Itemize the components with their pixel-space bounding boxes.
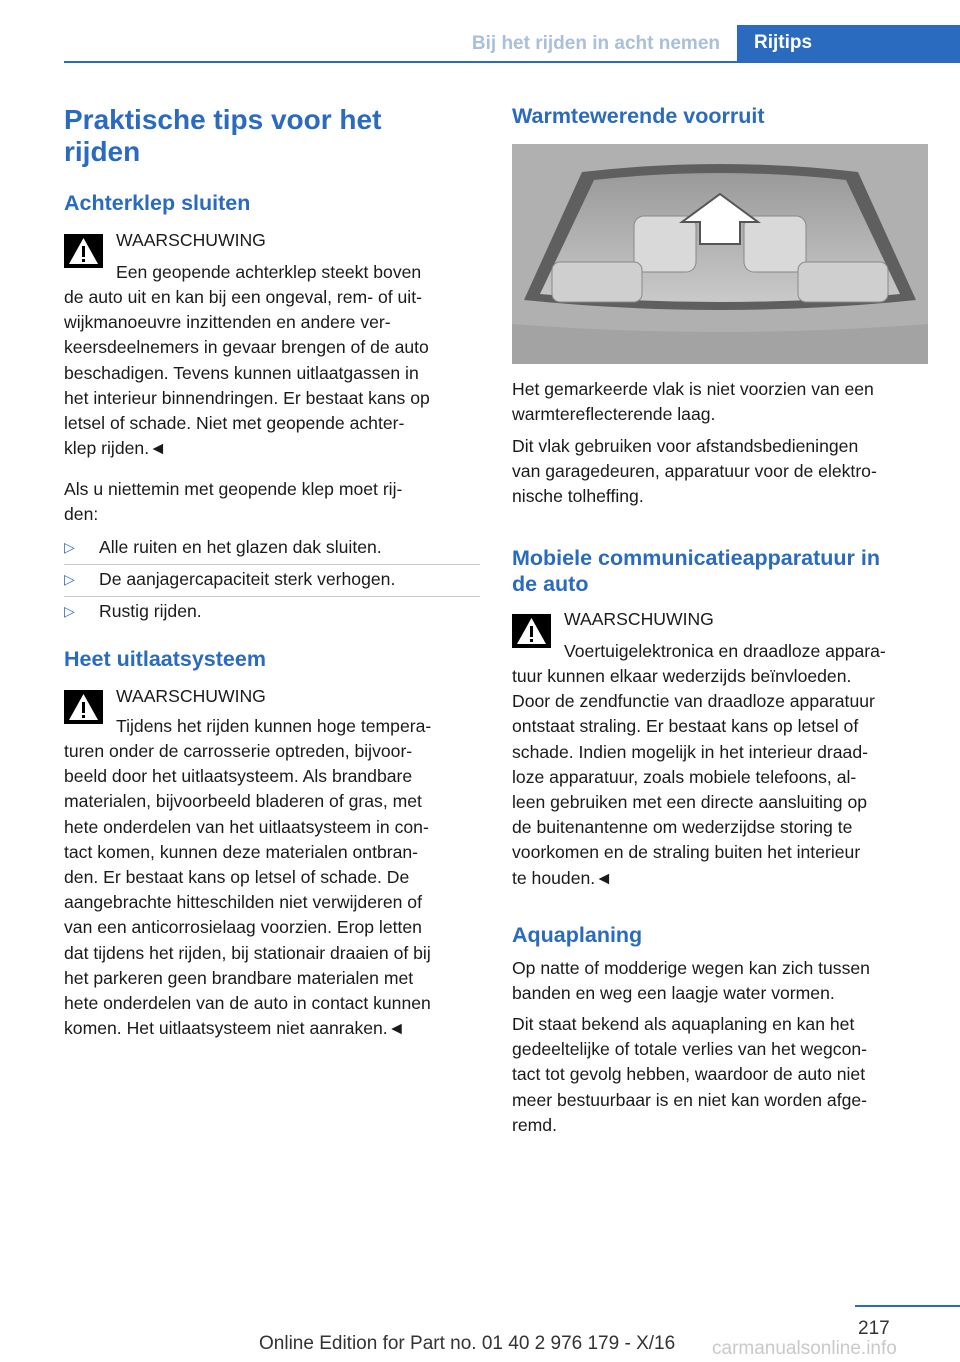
page-number: 217 <box>858 1318 890 1339</box>
warning-text-line: ontstaat straling. Er bestaat kans op letsel of <box>512 716 859 737</box>
warning-text-line: keersdeelnemers in gevaar brengen of de auto <box>64 337 429 358</box>
header-section-title: Bij het rijden in acht nemen <box>471 33 720 54</box>
paragraph-line: tact tot gevolg hebben, waardoor de auto niet <box>512 1064 866 1085</box>
warning-triangle-icon <box>512 614 551 648</box>
warning-text-line: turen onder de carrosserie optreden, bijvoor- <box>64 741 413 761</box>
bullet-triangle-icon: ▷ <box>64 539 75 555</box>
heading-achterklep: Achterklep sluiten <box>64 191 251 215</box>
header-chapter-label: Rijtips <box>754 32 813 53</box>
paragraph-line: Het gemarkeerde vlak is niet voorzien van een <box>512 379 874 399</box>
warning-text-line: Tijdens het rijden kunnen hoge tempera- <box>116 716 432 736</box>
list-item-text: De aanjagercapaciteit sterk verhogen. <box>99 569 396 589</box>
paragraph-line: gedeeltelijke of totale verlies van het wegcon- <box>512 1039 868 1060</box>
paragraph-line: nische tolheffing. <box>512 486 644 507</box>
warning-text-line: Een geopende achterklep steekt boven <box>116 262 422 282</box>
heading-line: Mobiele communicatieapparatuur in <box>512 546 880 570</box>
paragraph-line: Als u niettemin met geopende klep moet rij- <box>64 479 403 499</box>
warmte-paragraph-1 <box>512 377 928 427</box>
warning-text-line: beschadigen. Tevens kunnen uitlaatgassen in <box>64 362 419 383</box>
footer-rule <box>855 1305 960 1307</box>
paragraph-line: Dit staat bekend als aquaplaning en kan het <box>512 1014 855 1034</box>
warning-text-line: de auto uit en kan bij een ongeval, rem- of uit- <box>64 287 422 307</box>
warning-body <box>64 739 480 1041</box>
warning-body <box>512 664 928 891</box>
edition-footer: Online Edition for Part no. 01 40 2 976 179 - X/16 <box>259 1333 676 1354</box>
paragraph-line: warmtereflecterende laag. <box>512 404 716 425</box>
list-item-text: Rustig rijden. <box>99 601 202 621</box>
warning-text-line: leen gebruiken met een directe aansluiting op <box>512 792 868 813</box>
warning-text-line: den. Er bestaat kans op letsel of schade. De <box>64 867 410 888</box>
paragraph-line: banden en weg een laagje water vormen. <box>512 983 835 1004</box>
warning-label: WAARSCHUWING <box>564 609 714 629</box>
paragraph-line: van garagedeuren, apparatuur voor de elektro- <box>512 461 877 482</box>
warning-text-line: beeld door het uitlaatsysteem. Als brandbare <box>64 766 413 787</box>
warning-text-line: letsel of schade. Niet met geopende achter- <box>64 413 405 434</box>
bullet-triangle-icon: ▷ <box>64 603 75 619</box>
list-item <box>64 565 480 597</box>
heading-warmte: Warmtewerende voorruit <box>512 104 765 128</box>
warning-text-line: van een anticorrosielaag voorzien. Erop letten <box>64 917 422 938</box>
warning-text-line: loze apparatuur, zoals mobiele telefoons, al- <box>512 766 857 787</box>
warning-text-line: tact komen, kunnen deze materialen ontbran- <box>64 841 419 862</box>
warning-label: WAARSCHUWING <box>116 686 266 706</box>
warning-text-line: aangebrachte hitteschilden niet verwijderen of <box>64 892 422 913</box>
heading-aquaplaning: Aquaplaning <box>512 923 643 947</box>
tips-list <box>64 533 480 628</box>
heading-line: de auto <box>512 572 589 596</box>
warning-text-line: klep rijden.◄ <box>64 438 167 459</box>
header-chapter-tab <box>737 25 960 63</box>
bullet-triangle-icon: ▷ <box>64 571 75 587</box>
warning-text-line: Voertuigelektronica en draadloze appara- <box>564 641 886 661</box>
list-item <box>64 533 480 565</box>
list-item-text: Alle ruiten en het glazen dak sluiten. <box>99 537 382 557</box>
warmte-paragraph-2 <box>512 434 928 510</box>
warning-text-line: de buitenantenne om wederzijdse storing te <box>512 817 853 838</box>
warning-text-line: komen. Het uitlaatsysteem niet aanraken.◄ <box>64 1018 406 1039</box>
page-title <box>64 104 381 168</box>
heading-mobiel <box>512 545 880 597</box>
watermark: carmanualsonline.info <box>712 1338 897 1359</box>
warning-triangle-icon <box>64 690 103 724</box>
warning-text-line: materialen, bijvoorbeeld bladeren of gras, met <box>64 791 422 812</box>
list-item <box>64 597 480 628</box>
paragraph-line: meer bestuurbaar is en niet kan worden afge- <box>512 1089 868 1110</box>
windshield-illustration <box>512 144 928 364</box>
warning-text-line: hete onderdelen van het uitlaatsysteem in con- <box>64 816 429 837</box>
warning-label: WAARSCHUWING <box>116 230 266 250</box>
intro-paragraph <box>64 477 480 527</box>
warning-text-line: tuur kunnen elkaar wederzijds beïnvloeden. <box>512 666 852 686</box>
warning-text-line: schade. Indien mogelijk in het interieur draad- <box>512 741 868 762</box>
warning-text-line: hete onderdelen van de auto in contact kunnen <box>64 993 431 1014</box>
paragraph-line: Op natte of modderige wegen kan zich tussen <box>512 958 870 978</box>
paragraph-line: remd. <box>512 1114 557 1135</box>
heading-uitlaat: Heet uitlaatsysteem <box>64 647 266 671</box>
warning-triangle-icon <box>64 234 103 268</box>
warning-text-line: Door de zendfunctie van draadloze apparatuur <box>512 691 875 712</box>
warning-text-line: te houden.◄ <box>512 867 613 888</box>
paragraph-line: Dit vlak gebruiken voor afstandsbedieningen <box>512 436 859 456</box>
aqua-paragraph-1 <box>512 956 928 1006</box>
page-title-line-2: rijden <box>64 136 141 167</box>
warning-text-line: wijkmanoeuvre inzittenden en andere ver- <box>64 312 391 333</box>
paragraph-line: den: <box>64 504 99 525</box>
warning-body <box>64 285 480 461</box>
warning-text-line: dat tijdens het rijden, bij stationair draaien of bij <box>64 942 431 963</box>
warning-text-line: het parkeren geen brandbare materialen met <box>64 967 414 988</box>
warning-text-line: het interieur binnendringen. Er bestaat kans op <box>64 387 430 408</box>
warning-text-line: voorkomen en de straling buiten het interieur <box>512 842 861 863</box>
page-title-line-1: Praktische tips voor het <box>64 104 382 135</box>
aqua-paragraph-2 <box>512 1012 928 1138</box>
